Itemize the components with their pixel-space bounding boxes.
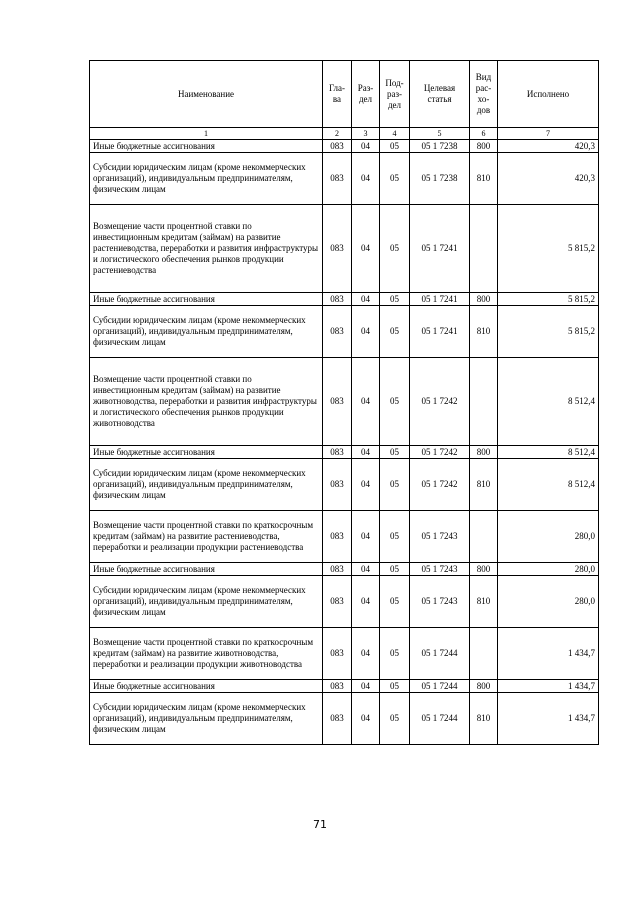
cell-amount: 8 512,4 <box>498 446 599 459</box>
cell-type: 810 <box>470 459 498 511</box>
cell-section: 04 <box>352 693 380 745</box>
table-row <box>90 205 599 293</box>
cell-chapter: 083 <box>323 693 352 745</box>
cell-subsection: 05 <box>380 358 410 446</box>
column-number: 2 <box>323 128 352 140</box>
cell-subsection: 05 <box>380 511 410 563</box>
cell-type: 810 <box>470 693 498 745</box>
cell-article: 05 1 7238 <box>410 140 470 153</box>
cell-type <box>470 628 498 680</box>
cell-article: 05 1 7242 <box>410 446 470 459</box>
cell-name: Субсидии юридическим лицам (кроме некоммерческих организаций), индивидуальным предпринимателям, физическим лицам <box>90 306 323 358</box>
cell-section: 04 <box>352 358 380 446</box>
cell-name: Возмещение части процентной ставки по краткосрочным кредитам (займам) на развитие животноводства, переработки и реализации продукции животноводства <box>90 628 323 680</box>
cell-subsection: 05 <box>380 205 410 293</box>
cell-subsection: 05 <box>380 563 410 576</box>
cell-article: 05 1 7244 <box>410 628 470 680</box>
table-body <box>90 140 599 745</box>
cell-name: Иные бюджетные ассигнования <box>90 563 323 576</box>
cell-subsection: 05 <box>380 140 410 153</box>
cell-section: 04 <box>352 205 380 293</box>
cell-amount: 5 815,2 <box>498 306 599 358</box>
cell-article: 05 1 7243 <box>410 511 470 563</box>
cell-article: 05 1 7244 <box>410 693 470 745</box>
cell-section: 04 <box>352 446 380 459</box>
cell-name: Иные бюджетные ассигнования <box>90 293 323 306</box>
header-subsection: Под- раз- дел <box>380 61 410 128</box>
table-row <box>90 293 599 306</box>
cell-chapter: 083 <box>323 563 352 576</box>
cell-chapter: 083 <box>323 628 352 680</box>
table-row <box>90 153 599 205</box>
cell-article: 05 1 7242 <box>410 358 470 446</box>
table-header-row <box>90 61 599 128</box>
cell-name: Возмещение части процентной ставки по краткосрочным кредитам (займам) на развитие растениеводства, переработки и реализации продукции растениеводства <box>90 511 323 563</box>
cell-chapter: 083 <box>323 205 352 293</box>
cell-article: 05 1 7243 <box>410 563 470 576</box>
cell-chapter: 083 <box>323 459 352 511</box>
cell-section: 04 <box>352 576 380 628</box>
cell-article: 05 1 7241 <box>410 306 470 358</box>
cell-subsection: 05 <box>380 293 410 306</box>
cell-type <box>470 511 498 563</box>
cell-chapter: 083 <box>323 680 352 693</box>
cell-amount: 8 512,4 <box>498 459 599 511</box>
cell-amount: 1 434,7 <box>498 628 599 680</box>
cell-type: 800 <box>470 446 498 459</box>
table-row <box>90 576 599 628</box>
cell-amount: 280,0 <box>498 576 599 628</box>
cell-subsection: 05 <box>380 680 410 693</box>
cell-subsection: 05 <box>380 576 410 628</box>
cell-chapter: 083 <box>323 140 352 153</box>
header-name: Наименование <box>90 61 323 128</box>
cell-subsection: 05 <box>380 459 410 511</box>
table-row <box>90 693 599 745</box>
column-number: 3 <box>352 128 380 140</box>
table-row <box>90 358 599 446</box>
cell-subsection: 05 <box>380 153 410 205</box>
cell-section: 04 <box>352 680 380 693</box>
cell-article: 05 1 7241 <box>410 293 470 306</box>
cell-type: 800 <box>470 680 498 693</box>
cell-article: 05 1 7241 <box>410 205 470 293</box>
table-row <box>90 459 599 511</box>
column-number: 6 <box>470 128 498 140</box>
table-row <box>90 680 599 693</box>
table-row <box>90 511 599 563</box>
cell-name: Иные бюджетные ассигнования <box>90 140 323 153</box>
cell-section: 04 <box>352 293 380 306</box>
table-row <box>90 563 599 576</box>
cell-type: 810 <box>470 306 498 358</box>
cell-amount: 280,0 <box>498 563 599 576</box>
column-number: 1 <box>90 128 323 140</box>
cell-name: Иные бюджетные ассигнования <box>90 446 323 459</box>
table-row <box>90 306 599 358</box>
cell-section: 04 <box>352 628 380 680</box>
cell-article: 05 1 7244 <box>410 680 470 693</box>
cell-amount: 280,0 <box>498 511 599 563</box>
cell-article: 05 1 7243 <box>410 576 470 628</box>
header-chapter: Гла- ва <box>323 61 352 128</box>
cell-name: Возмещение части процентной ставки по инвестиционным кредитам (займам) на развитие животноводства, переработки и развития инфраструктуры и логистического обеспечения рынков продукции животноводства <box>90 358 323 446</box>
cell-amount: 420,3 <box>498 153 599 205</box>
cell-name: Иные бюджетные ассигнования <box>90 680 323 693</box>
cell-section: 04 <box>352 563 380 576</box>
cell-chapter: 083 <box>323 293 352 306</box>
cell-type: 810 <box>470 153 498 205</box>
cell-chapter: 083 <box>323 446 352 459</box>
cell-name: Субсидии юридическим лицам (кроме некоммерческих организаций), индивидуальным предпринимателям, физическим лицам <box>90 153 323 205</box>
header-section: Раз- дел <box>352 61 380 128</box>
cell-type: 800 <box>470 140 498 153</box>
page-number: 71 <box>313 818 327 831</box>
header-expense-type: Вид рас- хо- дов <box>470 61 498 128</box>
cell-subsection: 05 <box>380 693 410 745</box>
cell-section: 04 <box>352 306 380 358</box>
column-number: 5 <box>410 128 470 140</box>
cell-section: 04 <box>352 459 380 511</box>
cell-amount: 8 512,4 <box>498 358 599 446</box>
cell-amount: 5 815,2 <box>498 205 599 293</box>
header-target-article: Целевая статья <box>410 61 470 128</box>
column-number: 4 <box>380 128 410 140</box>
cell-amount: 5 815,2 <box>498 293 599 306</box>
cell-type <box>470 205 498 293</box>
cell-name: Субсидии юридическим лицам (кроме некоммерческих организаций), индивидуальным предпринимателям, физическим лицам <box>90 459 323 511</box>
budget-execution-table <box>89 60 599 745</box>
cell-section: 04 <box>352 153 380 205</box>
column-number: 7 <box>498 128 599 140</box>
cell-chapter: 083 <box>323 306 352 358</box>
cell-article: 05 1 7242 <box>410 459 470 511</box>
table-row <box>90 446 599 459</box>
cell-chapter: 083 <box>323 511 352 563</box>
cell-name: Субсидии юридическим лицам (кроме некоммерческих организаций), индивидуальным предпринимателям, физическим лицам <box>90 576 323 628</box>
cell-amount: 1 434,7 <box>498 680 599 693</box>
cell-chapter: 083 <box>323 358 352 446</box>
cell-section: 04 <box>352 140 380 153</box>
cell-amount: 1 434,7 <box>498 693 599 745</box>
cell-chapter: 083 <box>323 576 352 628</box>
cell-chapter: 083 <box>323 153 352 205</box>
cell-type: 800 <box>470 563 498 576</box>
cell-subsection: 05 <box>380 628 410 680</box>
table-row <box>90 628 599 680</box>
cell-section: 04 <box>352 511 380 563</box>
cell-type: 810 <box>470 576 498 628</box>
column-number-row <box>90 128 599 140</box>
cell-subsection: 05 <box>380 446 410 459</box>
cell-type: 800 <box>470 293 498 306</box>
cell-article: 05 1 7238 <box>410 153 470 205</box>
cell-type <box>470 358 498 446</box>
table-row <box>90 140 599 153</box>
cell-name: Субсидии юридическим лицам (кроме некоммерческих организаций), индивидуальным предпринимателям, физическим лицам <box>90 693 323 745</box>
header-executed: Исполнено <box>498 61 599 128</box>
cell-name: Возмещение части процентной ставки по инвестиционным кредитам (займам) на развитие растениеводства, переработки и развития инфраструктуры и логистического обеспечения рынков продукции растениеводства <box>90 205 323 293</box>
cell-subsection: 05 <box>380 306 410 358</box>
cell-amount: 420,3 <box>498 140 599 153</box>
